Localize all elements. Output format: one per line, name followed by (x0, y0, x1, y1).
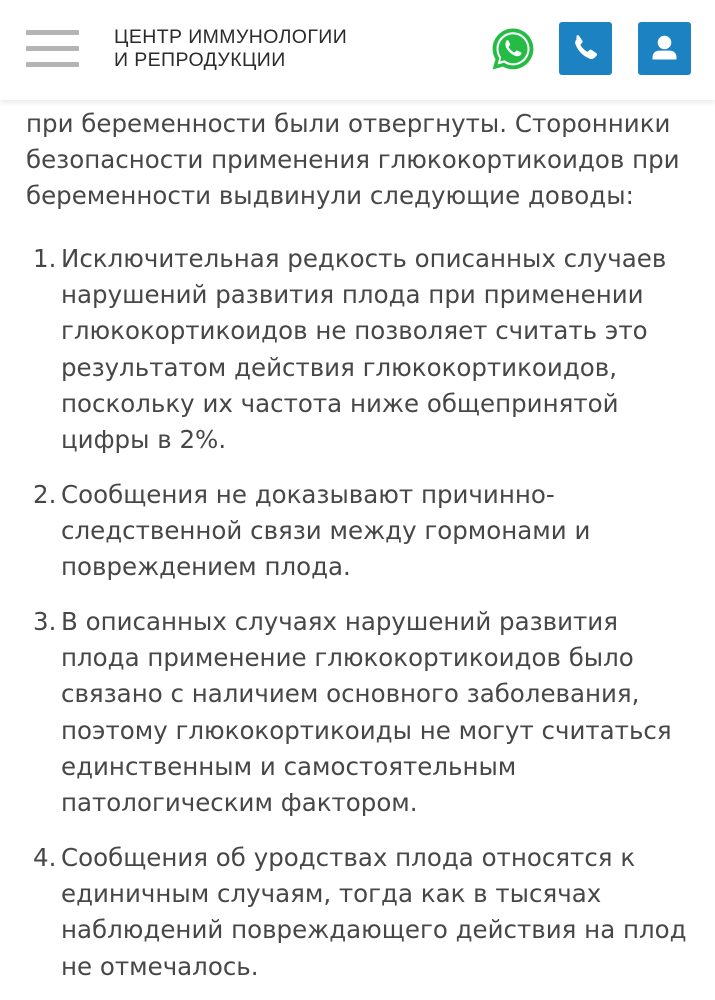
phone-button[interactable] (559, 22, 612, 75)
list-item-line: патологическим фактором. (61, 788, 418, 818)
list-item-text (61, 840, 687, 985)
list-item-line: глюкокортикоидов не позволяет считать это (61, 316, 648, 346)
list-item-line: Сообщения об уродствах плода относятся к (61, 843, 636, 872)
list-number: 1. (33, 244, 57, 273)
list-item-line: единственным и самостоятельным (61, 751, 517, 781)
list-item-line: В описанных случаях нарушений развития (61, 607, 618, 636)
site-logo[interactable] (114, 26, 347, 72)
list-item-line: Сообщения не доказывают причинно- (61, 480, 555, 509)
article-intro-paragraph (26, 106, 696, 214)
list-item-line: нарушений развития плода при применении (61, 280, 644, 310)
list-item-line: не отмечалось. (61, 951, 259, 981)
user-icon (638, 22, 691, 75)
list-item-line: единичным случаям, тогда как в тысячах (61, 879, 602, 909)
list-item-line: следственной связи между гормонами и (61, 516, 591, 546)
site-header (0, 0, 715, 100)
list-number: 2. (33, 480, 57, 509)
logo-line: ЦЕНТР ИММУНОЛОГИИ (114, 26, 348, 48)
list-item-line: поскольку их частота ниже общепринятой (61, 388, 619, 418)
list-item-line: поэтому глюкокортикоиды не могут считаться (61, 715, 672, 745)
list-item-text (61, 604, 672, 821)
phone-icon (559, 22, 612, 75)
intro-line: безопасности применения глюкокортикоидов при (26, 145, 680, 174)
list-number: 3. (33, 607, 57, 636)
list-item-line: Исключительная редкость описанных случаев (61, 244, 667, 273)
hamburger-menu-icon[interactable] (26, 30, 79, 68)
list-item-line: цифры в 2%. (61, 425, 227, 455)
whatsapp-icon[interactable] (490, 26, 536, 72)
list-item-line: связано с наличием основного заболевания, (61, 679, 640, 709)
list-item-line: плода применение глюкокортикоидов было (61, 643, 634, 673)
intro-line: беременности выдвинули следующие доводы: (26, 181, 634, 210)
list-item-text (61, 241, 666, 458)
logo-line: И РЕПРОДУКЦИИ (114, 49, 286, 71)
account-button[interactable] (638, 22, 691, 75)
list-item-line: повреждением плода. (61, 552, 351, 582)
list-number: 4. (33, 843, 57, 872)
list-item-text (61, 477, 590, 586)
list-item-line: наблюдений повреждающего действия на плод (61, 915, 687, 945)
intro-line: при беременности были отвергнуты. Сторонники (26, 109, 671, 138)
list-item-line: результатом действия глюкокортикоидов, (61, 352, 617, 382)
